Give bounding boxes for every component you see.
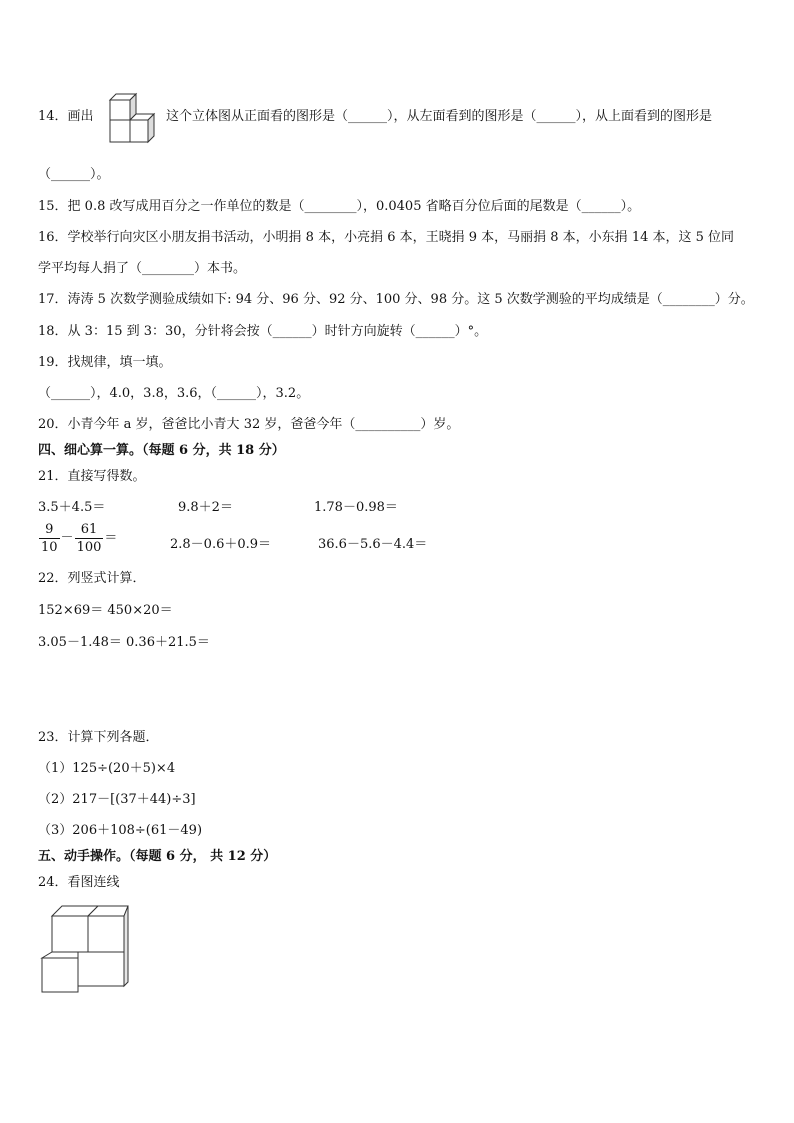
frac-b-denominator: 100 (76, 540, 102, 555)
q21-r2c2: 2.8－0.6＋0.9＝ (170, 537, 272, 552)
q22-title: 22．列竖式计算． (38, 571, 146, 586)
q14-text: 这个立体图从正面看的图形是（______），从左面看到的图形是（______），从上面看到的图形是 (166, 109, 713, 124)
frac-a-denominator: 10 (41, 540, 58, 555)
q21-r2c3: 36.6－5.6－4.4＝ (318, 537, 428, 552)
q21-fraction-expr (38, 521, 117, 556)
cube-figure-small (100, 90, 160, 150)
q19-title: 19．找规律，填一填。 (38, 355, 172, 370)
q14-prefix: 14．画出 (38, 109, 94, 124)
q16-line2: 学平均每人捐了（________）本书。 (38, 261, 247, 276)
q24-title: 24．看图连线 (38, 875, 120, 890)
q21-title: 21．直接写得数。 (38, 469, 146, 484)
frac-a-numerator: 9 (39, 521, 60, 539)
q21-r1c3: 1.78－0.98＝ (314, 500, 398, 515)
q21-r1c1: 3.5＋4.5＝ (38, 500, 106, 515)
q19-sequence: （______），4.0，3.8，3.6，（______），3.2。 (38, 386, 310, 401)
q22-line2: 3.05－1.48＝ 0.36＋21.5＝ (38, 635, 210, 650)
q23-item2: （2）217－[(37＋44)÷3] (38, 792, 196, 807)
cube-figure-large (38, 900, 138, 1000)
frac-b-numerator: 61 (75, 521, 104, 539)
q23-title: 23．计算下列各题． (38, 730, 159, 745)
fraction-9-10 (39, 521, 60, 556)
q14-text2: （______）。 (38, 167, 110, 182)
q23-item3: （3）206＋108÷(61－49) (38, 823, 203, 838)
q22-line1: 152×69＝ 450×20＝ (38, 603, 173, 618)
q20: 20．小青今年 a 岁，爸爸比小青大 32 岁，爸爸今年（__________）岁。 (38, 417, 460, 432)
q18: 18．从 3：15 到 3：30，分针将会按（______）时针方向旋转（______）°。 (38, 324, 488, 339)
q21-r1c2: 9.8＋2＝ (178, 500, 233, 515)
q15: 15．把 0.8 改写成用百分之一作单位的数是（________），0.0405 省略百分位后面的尾数是（______）。 (38, 199, 641, 214)
section-4-heading: 四、细心算一算。（每题 6 分，共 18 分） (38, 443, 285, 458)
q17: 17．涛涛 5 次数学测验成绩如下: 94 分、96 分、92 分、100 分、98 分。这 5 次数学测验的平均成绩是（________）分。 (38, 292, 754, 307)
q16-line1: 16．学校举行向灾区小朋友捐书活动，小明捐 8 本，小亮捐 6 本，王晓捐 9 本，马丽捐 8 本，小东捐 14 本，这 5 位同 (38, 230, 735, 245)
q23-item1: （1）125÷(20＋5)×4 (38, 761, 176, 776)
equals-sign: ＝ (104, 530, 118, 546)
fraction-61-100 (75, 521, 104, 556)
section-5-heading: 五、动手操作。（每题 6 分， 共 12 分） (38, 849, 277, 864)
minus-sign: － (60, 530, 74, 546)
